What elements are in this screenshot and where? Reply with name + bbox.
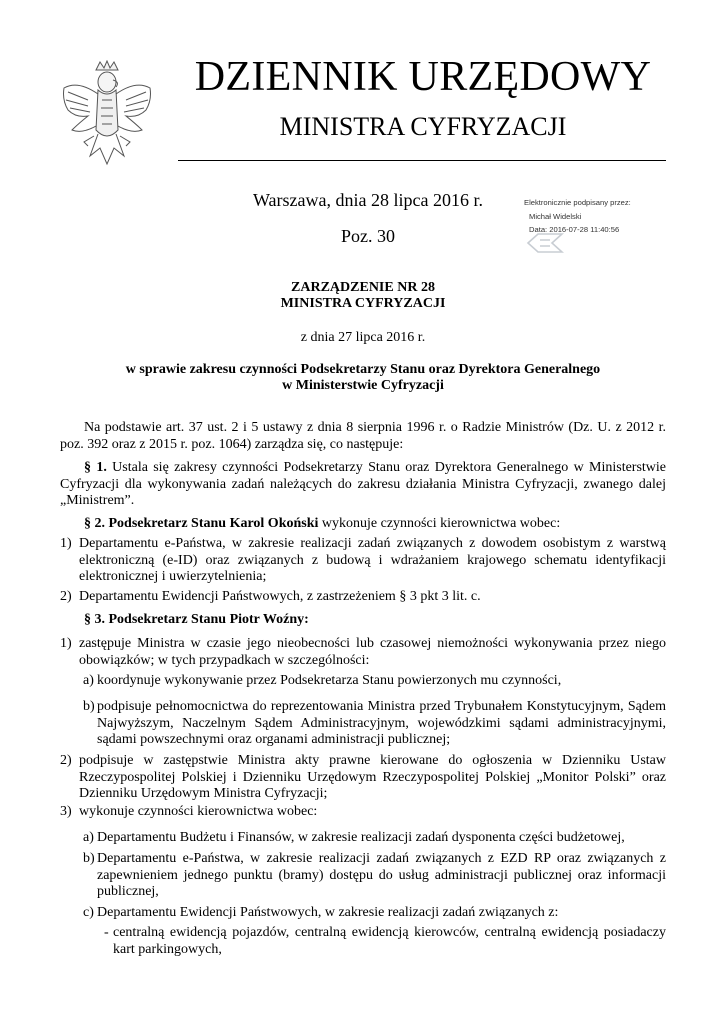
list-subitem: koordynuje wykonywanie przez Podsekretarza Stanu powierzonych mu czynności, (97, 673, 562, 688)
act-type: ZARZĄDZENIE NR 28 (291, 280, 435, 295)
preamble: Na podstawie art. 37 ust. 2 i 5 ustawy z dnia 8 sierpnia 1996 r. o Radzie Ministrów (Dz. U. z 2012 r. poz. 392 oraz z 2015 r. poz. 1064) zarządza się, co następuje: (60, 420, 666, 452)
section-1-number: § 1. (84, 460, 107, 475)
list-subitem-letter: a) (83, 830, 94, 845)
electronic-signature (524, 196, 714, 237)
act-subject-line-2: w Ministerstwie Cyfryzacji (282, 378, 444, 393)
list-subitem: podpisuje pełnomocnictwa do reprezentowania Ministra przed Trybunałem Konstytucyjnym, Sądem Najwyższym, Naczelnym Sądem Administracyjnym, wojewódzkimi sądami administracyjnymi, sądami powszechnymi oraz organami administracji publicznej; (97, 699, 666, 748)
list-subitem-letter: b) (83, 851, 95, 866)
eagle-emblem-icon (58, 60, 156, 170)
list-item-number: 3) (60, 804, 72, 819)
signature-verified-icon (526, 232, 564, 254)
act-date: z dnia 27 lipca 2016 r. (300, 330, 426, 345)
dash-item-marker: - (104, 925, 109, 940)
list-subitem-letter: a) (83, 673, 94, 688)
list-subitem: Departamentu Budżetu i Finansów, w zakresie realizacji zadań dysponenta części budżetowej, (97, 830, 625, 845)
list-subitem: Departamentu Ewidencji Państwowych, w zakresie realizacji zadań związanych z: (97, 905, 559, 920)
section-2 (60, 516, 666, 533)
journal-title: DZIENNIK URZĘDOWY (194, 54, 652, 100)
list-item-number: 2) (60, 753, 72, 768)
list-item-number: 1) (60, 536, 72, 551)
section-1-text: Ustala się zakresy czynności Podsekretarzy Stanu oraz Dyrektora Generalnego w Ministerstwie Cyfryzacji dla wykonywania zadań należących do zakresu działania Ministra Cyfryzacji, zwanego dalej „Ministrem”. (60, 460, 667, 509)
list-item: wykonuje czynności kierownictwa wobec: (79, 804, 318, 819)
journal-subtitle: MINISTRA CYFRYZACJI (279, 112, 567, 141)
list-subitem-letter: b) (83, 699, 95, 714)
section-1 (60, 460, 666, 510)
signature-date: Data: 2016-07-28 11:40:56 (529, 225, 620, 234)
signature-signer: Michał Widelski (529, 211, 582, 221)
list-item: podpisuje w zastępstwie Ministra akty prawne kierowane do ogłoszenia w Dzienniku Ustaw Rzeczypospolitej Polskiej i Dzienniku Urzędowym Rzeczypospolitej Polskiej „Monitor Polski” oraz Dzienniku Urzędowym Ministra Cyfryzacji; (79, 753, 666, 802)
list-item: Departamentu e-Państwa, w zakresie realizacji zadań związanych z dowodem osobistym z warstwą elektroniczną (e-ID) oraz związanych z budową i wdrażaniem krajowego schematu identyfikacji elektronicznej i uwierzytelnienia; (79, 536, 666, 585)
list-item: zastępuje Ministra w czasie jego nieobecności lub czasowej niemożności wykonywania przez niego obowiązków; w tych przypadkach w szczególności: (79, 636, 666, 668)
section-2-text: wykonuje czynności kierownictwa wobec: (321, 516, 561, 531)
list-subitem: Departamentu e-Państwa, w zakresie realizacji zadań związanych z EZD RP oraz związanych z zapewnieniem jednego punktu (bramy) dostępu do usług administracji publicznej oraz informacji publicznej, (97, 851, 666, 900)
list-item: Departamentu Ewidencji Państwowych, z zastrzeżeniem § 3 pkt 3 lit. c. (79, 589, 481, 604)
list-item-number: 2) (60, 589, 72, 604)
place-date: Warszawa, dnia 28 lipca 2016 r. (253, 190, 483, 210)
section-3-heading: § 3. Podsekretarz Stanu Piotr Woźny: (84, 612, 309, 627)
signature-line-1: Elektronicznie podpisany przez: (524, 198, 631, 207)
header-divider (178, 160, 666, 161)
position-number: Poz. 30 (341, 226, 395, 246)
list-item-number: 1) (60, 636, 72, 651)
section-2-heading: § 2. Podsekretarz Stanu Karol Okoński (84, 516, 319, 531)
dash-item: centralną ewidencją pojazdów, centralną ewidencją kierowców, centralną ewidencją posiadaczy kart parkingowych, (113, 925, 666, 957)
list-subitem-letter: c) (83, 905, 94, 920)
act-issuer: MINISTRA CYFRYZACJI (280, 296, 446, 311)
act-subject-line-1: w sprawie zakresu czynności Podsekretarzy Stanu oraz Dyrektora Generalnego (125, 362, 601, 377)
